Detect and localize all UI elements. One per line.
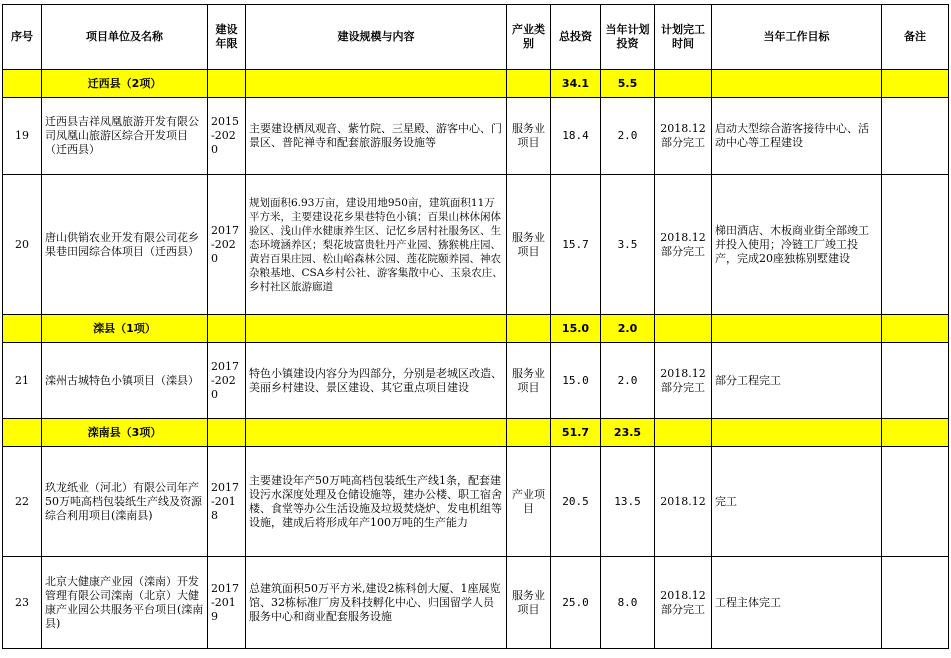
row-plan: 13.5 xyxy=(601,447,655,557)
row-goal: 部分工程完工 xyxy=(712,343,882,419)
row-project: 玖龙纸业（河北）有限公司年产50万吨高档包装纸生产线及资源综合利用项目(滦南县) xyxy=(42,447,208,557)
group-plan: 23.5 xyxy=(601,419,655,447)
row-remark xyxy=(882,447,949,557)
group-plan: 2.0 xyxy=(601,315,655,343)
group-seq xyxy=(3,315,42,343)
row-project: 迁西县吉祥凤凰旅游开发有限公司凤凰山旅游区综合开发项目（迁西县） xyxy=(42,98,208,175)
group-total: 51.7 xyxy=(551,419,601,447)
row-finish: 2018.12部分完工 xyxy=(655,557,712,649)
row-plan: 2.0 xyxy=(601,343,655,419)
row-plan: 2.0 xyxy=(601,98,655,175)
header-plan: 当年计划投资 xyxy=(601,5,655,70)
row-seq: 23 xyxy=(3,557,42,649)
row-content: 主要建设年产50万吨高档包装纸生产线1条，配套建设污水深度处理及仓储设施等，建办公楼、职工宿舍楼、食堂等办公生活设施及垃圾焚烧炉、发电机组等设施，建成后将形成年产100万吨的生产能力 xyxy=(246,447,507,557)
row-goal: 启动大型综合游客接待中心、活动中心等工程建设 xyxy=(712,98,882,175)
group-total: 34.1 xyxy=(551,70,601,98)
row-project: 唐山供销农业开发有限公司花乡果巷田园综合体项目（迁西县） xyxy=(42,175,208,315)
group-plan: 5.5 xyxy=(601,70,655,98)
row-plan: 8.0 xyxy=(601,557,655,649)
header-project: 项目单位及名称 xyxy=(42,5,208,70)
row-years: 2017-2020 xyxy=(208,343,246,419)
group-title: 滦南县（3项） xyxy=(42,419,208,447)
row-seq: 19 xyxy=(3,98,42,175)
table-row xyxy=(3,98,949,175)
header-years: 建设年限 xyxy=(208,5,246,70)
row-project: 北京大健康产业园（滦南）开发管理有限公司滦南（北京）大健康产业园公共服务平台项目(滦南县) xyxy=(42,557,208,649)
header-content: 建设规模与内容 xyxy=(246,5,507,70)
row-seq: 21 xyxy=(3,343,42,419)
row-goal: 完工 xyxy=(712,447,882,557)
header-category: 产业类别 xyxy=(507,5,551,70)
header-row xyxy=(3,5,949,70)
row-years: 2015-2020 xyxy=(208,98,246,175)
row-remark xyxy=(882,343,949,419)
row-finish: 2018.12部分完工 xyxy=(655,343,712,419)
row-category: 服务业项目 xyxy=(507,175,551,315)
group-row xyxy=(3,315,949,343)
row-total: 20.5 xyxy=(551,447,601,557)
row-category: 服务业项目 xyxy=(507,557,551,649)
group-title: 迁西县（2项） xyxy=(42,70,208,98)
table-row xyxy=(3,557,949,649)
row-remark xyxy=(882,98,949,175)
group-title: 滦县（1项） xyxy=(42,315,208,343)
row-goal: 工程主体完工 xyxy=(712,557,882,649)
table-row xyxy=(3,175,949,315)
row-content: 主要建设栖凤观音、紫竹院、三星殿、游客中心、门景区、普陀禅寺和配套旅游服务设施等 xyxy=(246,98,507,175)
row-goal: 梯田酒店、木板商业街全部竣工并投入使用；冷链工厂竣工投产，完成20座独栋别墅建设 xyxy=(712,175,882,315)
header-goal: 当年工作目标 xyxy=(712,5,882,70)
row-years: 2017-2019 xyxy=(208,557,246,649)
row-years: 2017-2020 xyxy=(208,175,246,315)
row-finish: 2018.12 xyxy=(655,447,712,557)
row-finish: 2018.12部分完工 xyxy=(655,175,712,315)
row-category: 产业项目 xyxy=(507,447,551,557)
row-total: 25.0 xyxy=(551,557,601,649)
group-total: 15.0 xyxy=(551,315,601,343)
row-seq: 22 xyxy=(3,447,42,557)
row-finish: 2018.12部分完工 xyxy=(655,98,712,175)
row-seq: 20 xyxy=(3,175,42,315)
group-seq xyxy=(3,419,42,447)
header-remark: 备注 xyxy=(882,5,949,70)
row-category: 服务业项目 xyxy=(507,98,551,175)
header-finish: 计划完工时间 xyxy=(655,5,712,70)
row-category: 服务业项目 xyxy=(507,343,551,419)
row-remark xyxy=(882,175,949,315)
row-content: 特色小镇建设内容分为四部分，分别是老城区改造、美丽乡村建设、景区建设、其它重点项目建设 xyxy=(246,343,507,419)
row-total: 18.4 xyxy=(551,98,601,175)
row-remark xyxy=(882,557,949,649)
row-plan: 3.5 xyxy=(601,175,655,315)
group-row xyxy=(3,70,949,98)
row-years: 2017-2018 xyxy=(208,447,246,557)
row-content: 总建筑面积50万平方米,建设2栋科创大厦、1座展览馆、32栋标准厂房及科技孵化中心、归国留学人员服务中心和商业配套服务设施 xyxy=(246,557,507,649)
group-row xyxy=(3,419,949,447)
group-seq xyxy=(3,70,42,98)
row-total: 15.7 xyxy=(551,175,601,315)
header-seq: 序号 xyxy=(3,5,42,70)
row-project: 滦州古城特色小镇项目（滦县） xyxy=(42,343,208,419)
header-total: 总投资 xyxy=(551,5,601,70)
table-row xyxy=(3,447,949,557)
row-content: 规划面积6.93万亩，建设用地950亩，建筑面积11万平方米，主要建设花乡果巷特色小镇；百果山林休闲体验区、浅山伴水健康养生区、记忆乡居村社服务区、生态环境涵养区；梨花坡富贵牡丹产业园、猕猴桃庄园、黄岩百果庄园、松山峪森林公园、莲花院颐养园、神农杂粮基地、CSA乡村公社、游客集散中心、玉泉农庄、乡村社区旅游廊道 xyxy=(246,175,507,315)
row-total: 15.0 xyxy=(551,343,601,419)
project-table xyxy=(2,4,949,649)
table-row xyxy=(3,343,949,419)
